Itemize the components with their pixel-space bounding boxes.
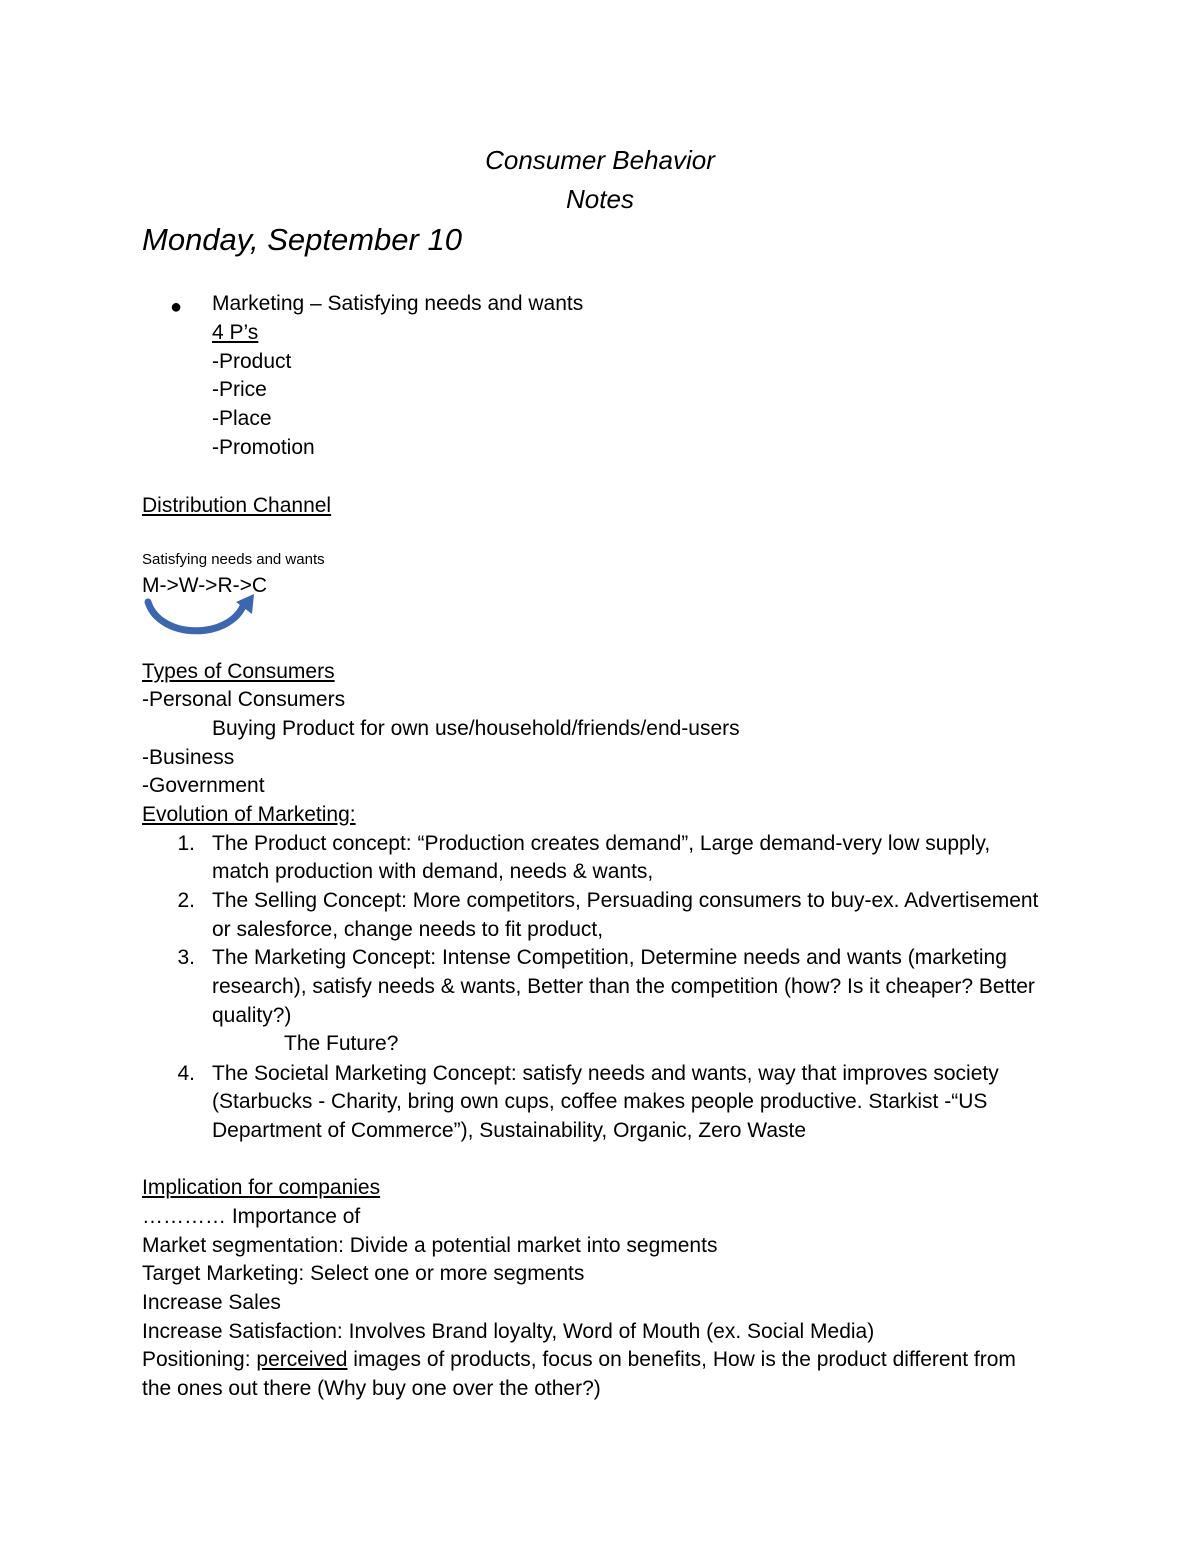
implication-segmentation: Market segmentation: Divide a potential market into segments (142, 1234, 718, 1257)
list-number: 2. (177, 889, 195, 912)
evolution-item-text: or salesforce, change needs to fit product, (212, 918, 604, 941)
document-subtitle: Notes (566, 184, 634, 214)
distribution-caption: Satisfying needs and wants (142, 551, 325, 568)
evolution-item-text: (Starbucks - Charity, bring own cups, coffee makes people productive. Starkist -“US (212, 1090, 988, 1113)
implication-target: Target Marketing: Select one or more segments (142, 1262, 585, 1285)
evolution-item-text: quality?) (212, 1004, 292, 1027)
document-title: Consumer Behavior (485, 145, 715, 175)
four-ps-item: -Promotion (212, 436, 315, 459)
four-ps-item: -Product (212, 350, 292, 373)
list-number: 4. (177, 1062, 195, 1085)
four-ps-item: -Price (212, 378, 267, 401)
implication-sales: Increase Sales (142, 1291, 281, 1314)
evolution-item-text: The Marketing Concept: Intense Competition, Determine needs and wants (marketing (212, 946, 1007, 969)
implication-importance: ………… Importance of (142, 1205, 361, 1228)
distribution-heading: Distribution Channel (142, 494, 332, 517)
implication-satisfaction: Increase Satisfaction: Involves Brand loyalty, Word of Mouth (ex. Social Media) (142, 1320, 875, 1343)
evolution-item-text: The Product concept: “Production creates demand”, Large demand-very low supply, (212, 832, 991, 855)
consumers-heading: Types of Consumers (142, 660, 335, 683)
four-ps-item: -Place (212, 407, 272, 430)
four-ps-heading: 4 P’s (212, 321, 259, 344)
marketing-definition: Marketing – Satisfying needs and wants (212, 292, 584, 315)
list-number: 1. (177, 832, 195, 855)
distribution-flow: M->W->R->C (142, 574, 268, 597)
bullet-icon: ● (170, 296, 183, 318)
list-number: 3. (177, 946, 195, 969)
implication-heading: Implication for companies (142, 1176, 381, 1199)
evolution-item-text: research), satisfy needs & wants, Better than the competition (how? Is it cheaper? Better (212, 975, 1035, 998)
date-heading: Monday, September 10 (142, 222, 462, 257)
future-note: The Future? (284, 1032, 399, 1055)
evolution-item-text: Department of Commerce”), Sustainability, Organic, Zero Waste (212, 1119, 807, 1142)
consumer-type-government: -Government (142, 774, 265, 797)
implication-positioning-line2: the ones out there (Why buy one over the other?) (142, 1377, 601, 1400)
positioning-rest: images of products, focus on benefits, How is the product different from (347, 1348, 1016, 1371)
evolution-heading: Evolution of Marketing: (142, 803, 356, 826)
evolution-item-text: The Societal Marketing Concept: satisfy needs and wants, way that improves society (212, 1062, 999, 1085)
consumer-personal-detail: Buying Product for own use/household/friends/end-users (212, 717, 740, 740)
implication-positioning (142, 1346, 1016, 1374)
evolution-item-text: The Selling Concept: More competitors, Persuading consumers to buy-ex. Advertisement (212, 889, 1039, 912)
evolution-item-text: match production with demand, needs & wants, (212, 860, 654, 883)
consumer-type-personal: -Personal Consumers (142, 688, 346, 711)
consumer-type-business: -Business (142, 746, 235, 769)
curved-arrow-icon (140, 590, 270, 640)
positioning-underlined-word: perceived (256, 1348, 348, 1371)
positioning-prefix: Positioning: (142, 1348, 257, 1371)
